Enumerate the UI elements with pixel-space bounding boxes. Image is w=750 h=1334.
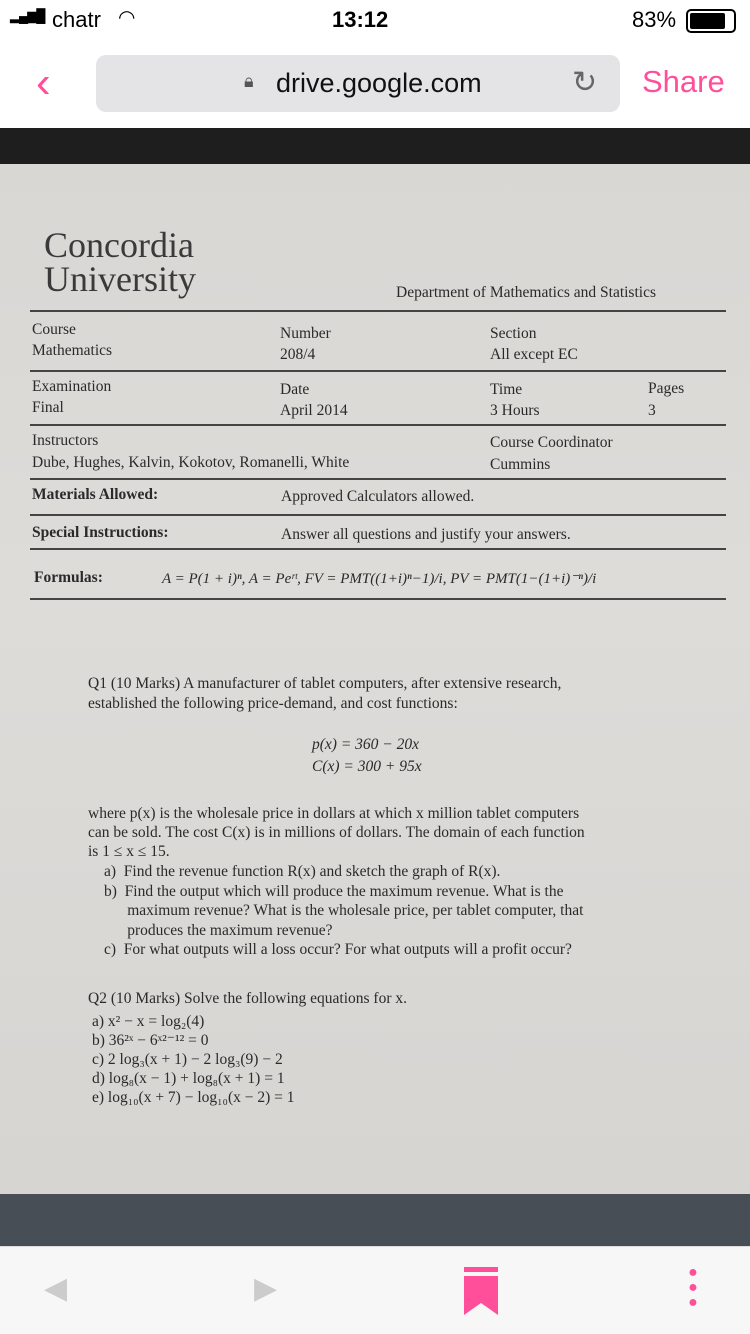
document-photo	[0, 164, 750, 1246]
label: Section	[490, 325, 537, 342]
value: 3 Hours	[490, 402, 540, 419]
q1-body: where p(x) is the wholesale price in dollars at which x million tablet computers can be sold. The cost C(x) is in millions of dollars. The domain of each function is 1 ≤ x ≤ 15.	[88, 805, 585, 860]
department: Department of Mathematics and Statistics	[396, 284, 656, 301]
value: Answer all questions and justify your answers.	[281, 526, 571, 543]
value: Cummins	[490, 456, 551, 473]
signal-icon: ▂▄▆█	[10, 8, 45, 23]
value: April 2014	[280, 402, 348, 419]
url-text: drive.google.com	[276, 68, 482, 98]
label: Instructors	[32, 432, 99, 449]
carrier: chatr	[52, 7, 101, 32]
label: Pages	[648, 380, 685, 397]
battery-percent: 83%	[632, 7, 677, 32]
label: Materials Allowed:	[32, 486, 159, 503]
value: Final	[32, 399, 64, 416]
share-button[interactable]: Share	[642, 64, 725, 99]
formulas: A = P(1 + i)ⁿ, A = Peʳᵗ, FV = PMT((1+i)ⁿ−1)/i, PV = PMT(1−(1+i)⁻ⁿ)/i	[162, 571, 597, 587]
background-page-edge	[0, 1194, 750, 1246]
url-bar[interactable]	[96, 55, 620, 112]
label: Course Coordinator	[490, 434, 613, 451]
back-button[interactable]: ‹	[36, 58, 51, 107]
more-options-icon[interactable]: ● ● ●	[688, 1264, 698, 1311]
wifi-icon: ◠	[118, 7, 136, 29]
value: Mathematics	[32, 342, 113, 359]
q2-intro: Q2 (10 Marks) Solve the following equations for x.	[88, 990, 407, 1007]
status-bar	[0, 0, 750, 42]
clock: 13:12	[332, 7, 389, 32]
reload-icon[interactable]: ↻	[572, 66, 598, 99]
label: Date	[280, 381, 310, 398]
bookmark-icon[interactable]	[464, 1267, 498, 1315]
university-logo: Concordia University	[44, 225, 196, 299]
value: All except EC	[490, 346, 578, 363]
lock-icon: 🔒︎	[244, 71, 254, 91]
back-arrow-icon[interactable]: ◀	[44, 1272, 68, 1305]
q1-intro: Q1 (10 Marks) A manufacturer of tablet computers, after extensive research, established the following price-demand, and cost functions:	[88, 675, 562, 712]
label: Examination	[32, 378, 112, 395]
q2-parts: a) x² − x = log₂(4) b) 36²ˣ − 6ˣ²⁻¹² = 0 c) 2 log₃(x + 1) − 2 log₃(9) − 2 d) log₈(x − 1) + log₈(x + 1) = 1 e) log₁₀(x + 7) − log₁₀(x − 2) = 1	[92, 1013, 295, 1106]
forward-arrow-icon[interactable]: ▶	[254, 1272, 278, 1305]
q1-parts: a) Find the revenue function R(x) and sketch the graph of R(x). b) Find the output which will produce the maximum revenue. What is the maximum revenue? What is the wholesale price, per tablet computer, that produces the maximum revenue? c) For what outputs will a loss occur? For what outputs will a profit occur?	[104, 863, 584, 958]
label: Number	[280, 325, 331, 342]
label: Time	[490, 381, 523, 398]
label: Special Instructions:	[32, 524, 169, 541]
value: Dube, Hughes, Kalvin, Kokotov, Romanelli, White	[32, 454, 350, 471]
value: Approved Calculators allowed.	[281, 488, 475, 505]
label: Formulas:	[34, 569, 103, 586]
battery-icon	[686, 9, 736, 33]
label: Course	[32, 321, 76, 338]
viewer-header	[0, 128, 750, 164]
value: 208/4	[280, 346, 316, 363]
bottom-toolbar	[0, 1246, 750, 1334]
q1-equations: p(x) = 360 − 20x C(x) = 300 + 95x	[312, 736, 422, 775]
value: 3	[648, 402, 656, 419]
